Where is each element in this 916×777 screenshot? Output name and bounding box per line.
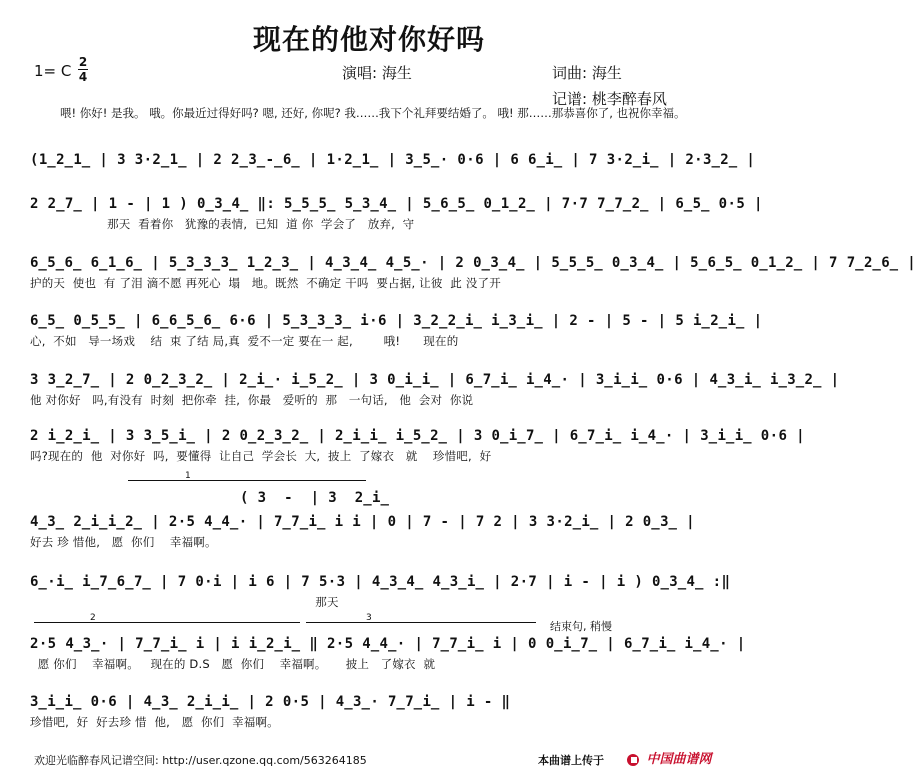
score-row-10 [30,694,710,730]
site-logo [626,748,712,767]
lyrics-line: 那天 看着你 犹豫的表情, 已知 道 你 学会了 放弃, 守 [30,217,415,231]
singer-credit: 演唱: 海生 [342,64,412,82]
lyrics-line: 好去 珍 惜他, 愿 你们 幸福啊。 [30,535,217,549]
notation-line: 3̲i̲i̲ 0·6 | 4̲3̲ 2̲i̲i̲ | 2 0·5 | 4̲3̲· 7̲7̲i̲ | i - ‖ [30,694,511,710]
spoken-dialogue: 喂! 你好! 是我。 哦。你最近过得好吗? 嗯, 还好, 你呢? 我……我下个礼拜要结婚了。 哦! 那……那恭喜你了, 也祝你幸福。 [60,106,686,120]
page-title: 现在的他对你好吗 [252,23,485,56]
meter-bottom: 4 [78,70,88,84]
volta-label-2: 2 [90,613,96,623]
score-row-6 [30,428,805,464]
score-row-4 [30,313,763,349]
notation-line: 4̲3̲ 2̲i̲i̲2̲ | 2·5 4̲4̲· | 7̲7̲i̲ i i | 0 | 7 - | 7 2 | 3 3·2̲i̲ | 2 0̲3̲ | [30,514,695,530]
notation-line: 3 3̲2̲7̲ | 2 0̲2̲3̲2̲ | 2̲i̲· i̲5̲2̲ | 3 0̲i̲i̲ | 6̲7̲i̲ i̲4̲· | 3̲i̲i̲ 0·6 | 4̲3̲i̲ i̲3̲2̲ | [30,372,840,388]
time-signature [78,56,88,83]
volta-label-3: 3 [366,613,372,623]
footer-credit: 欢迎光临醉春风记谱空间: http://user.qzone.qq.com/563264185 [34,754,367,767]
lyrics-line: 吗?现在的 他 对你好 吗, 要懂得 让自己 学会长 大, 披上 了嫁衣 就 珍惜吧, 好 [30,449,492,463]
score-row-9 [30,636,746,672]
logo-icon [626,753,642,767]
notation-line: 2·5 4̲3̲· | 7̲7̲i̲ i | i i̲2̲i̲ ‖ 2·5 4̲4̲· | 7̲7̲i̲ i | 0 0̲i̲7̲ | 6̲7̲i̲ i̲4̲· | [30,636,746,652]
logo-text: 中国曲谱网 [646,752,712,767]
score-row-1 [30,152,756,172]
key-signature: 1= C [34,62,72,80]
transcriber-credit: 记谱: 桃李醉春风 [552,90,667,108]
meter-top: 2 [78,55,88,69]
lyrics-line: 心, 不如 导一场戏 结 束 了结 局,真 爱不一定 要在一 起, 哦! 现在的 [30,334,459,348]
volta-bracket-2 [34,622,300,623]
lyrics-line: 珍惜吧, 好 好去珍 惜 他, 愿 你们 幸福啊。 [30,715,279,729]
score-row-2 [30,196,763,232]
volta-bracket-3 [306,622,536,623]
coda-instruction: 结束句, 稍慢 [550,620,612,633]
notation-line: 2 i̲2̲i̲ | 3 3̲5̲i̲ | 2 0̲2̲3̲2̲ | 2̲i̲i̲ i̲5̲2̲ | 3 0̲i̲7̲ | 6̲7̲i̲ i̲4̲· | 3̲i̲i̲ 0·6 | [30,428,805,444]
notation-line: 6̲5̲6̲ 6̲1̲6̲ | 5̲3̲3̲3̲ 1̲2̲3̲ | 4̲3̲4̲ 4̲5̲· | 2 0̲3̲4̲ | 5̲5̲5̲ 0̲3̲4̲ | 5̲6̲5̲ 0̲1̲2̲ | 7 7̲2̲6̲ | [30,255,916,271]
notation-line: 6̲·i̲ i̲7̲6̲7̲ | 7 0·i | i 6 | 7 5·3 | 4̲3̲4̲ 4̲3̲i̲ | 2·7 | i - | i ) 0̲3̲4̲ :‖ [30,574,731,590]
score-row-8 [30,574,731,610]
lyrics-line: 那天 [30,595,339,609]
score-row-3 [30,255,916,291]
volta-label-1: 1 [185,471,191,481]
lyrics-line: 护的天 使也 有 了泪 滴不愿 再死心 塌 地。既然 不确定 干吗 要占据, 让彼 此 没了开 [30,276,501,290]
lyricist-credit: 词曲: 海生 [552,64,622,82]
notation-line: 2 2̲7̲ | 1 - | 1 ) 0̲3̲4̲ ‖: 5̲5̲5̲ 5̲3̲4̲ | 5̲6̲5̲ 0̲1̲2̲ | 7·7 7̲7̲2̲ | 6̲5̲ 0·5 | [30,196,763,212]
lyrics-line: 他 对你好 吗,有没有 时刻 把你牵 挂, 你最 爱听的 那 一句话, 他 会对 你说 [30,393,474,407]
lyrics-line: 愿 你们 幸福啊。 现在的 D.S 愿 你们 幸福啊。 披上 了嫁衣 就 [30,657,436,671]
score-row-7 [30,514,710,550]
notation-line: (1̲2̲1̲ | 3 3·2̲1̲ | 2 2̲3̲-̲6̲ | 1·2̲1̲ | 3̲5̲· 0·6 | 6 6̲i̲ | 7 3·2̲i̲ | 2·3̲2̲ | [30,152,756,168]
volta-bracket-1 [128,480,366,481]
bracket-notes: ( 3 - | 3 2̲i̲ [240,490,390,506]
upload-note: 本曲谱上传于 [538,754,604,767]
notation-line: 6̲5̲ 0̲5̲5̲ | 6̲6̲5̲6̲ 6·6 | 5̲3̲3̲3̲ i·6 | 3̲2̲2̲i̲ i̲3̲i̲ | 2 - | 5 - | 5 i̲2̲i̲ | [30,313,763,329]
score-row-5 [30,372,840,408]
